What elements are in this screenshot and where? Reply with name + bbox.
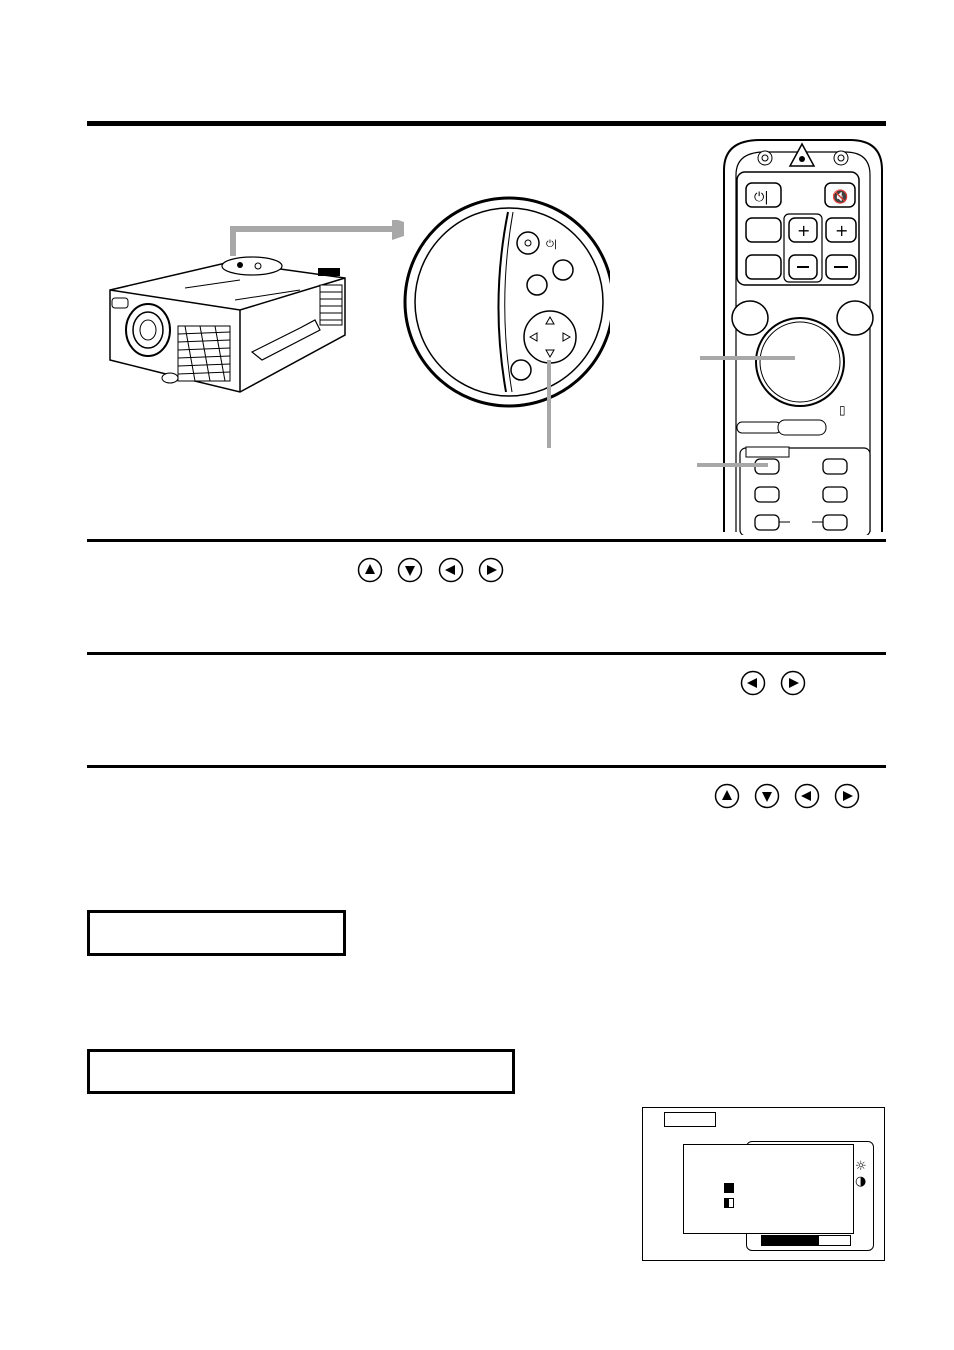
projector-illustration (104, 220, 404, 400)
right-arrow-icon (780, 670, 806, 696)
brightness-icon: ☼ (855, 1159, 867, 1174)
svg-text:▯: ▯ (839, 403, 846, 417)
svg-text:🔇: 🔇 (832, 190, 849, 205)
top-rule (87, 121, 886, 126)
svg-text:⏻|: ⏻| (546, 239, 558, 250)
osd-item-marker (724, 1198, 734, 1208)
section-heading-box-1 (87, 910, 346, 956)
svg-text:+: + (835, 221, 849, 240)
contrast-icon: ◑ (855, 1174, 867, 1189)
right-arrow-icon (478, 557, 504, 583)
section-rule-1 (87, 539, 886, 542)
control-panel-magnifier (400, 195, 610, 450)
left-arrow-icon (794, 783, 820, 809)
osd-dialog (683, 1144, 854, 1234)
osd-menu-tab (664, 1112, 716, 1127)
osd-level-bar (761, 1235, 851, 1246)
down-arrow-icon (397, 557, 423, 583)
up-arrow-icon (357, 557, 383, 583)
section-rule-2 (87, 652, 886, 655)
osd-screen (642, 1107, 885, 1261)
up-arrow-icon (714, 783, 740, 809)
osd-selected-item-marker (724, 1183, 734, 1193)
section-heading-box-2 (87, 1049, 515, 1094)
down-arrow-icon (754, 783, 780, 809)
section-rule-3 (87, 765, 886, 768)
svg-text:+: + (797, 221, 811, 240)
left-arrow-icon (740, 670, 766, 696)
svg-text:⏻|: ⏻| (754, 190, 769, 205)
left-arrow-icon (438, 557, 464, 583)
remote-control (695, 135, 890, 535)
osd-level-fill (762, 1236, 819, 1245)
right-arrow-icon (834, 783, 860, 809)
